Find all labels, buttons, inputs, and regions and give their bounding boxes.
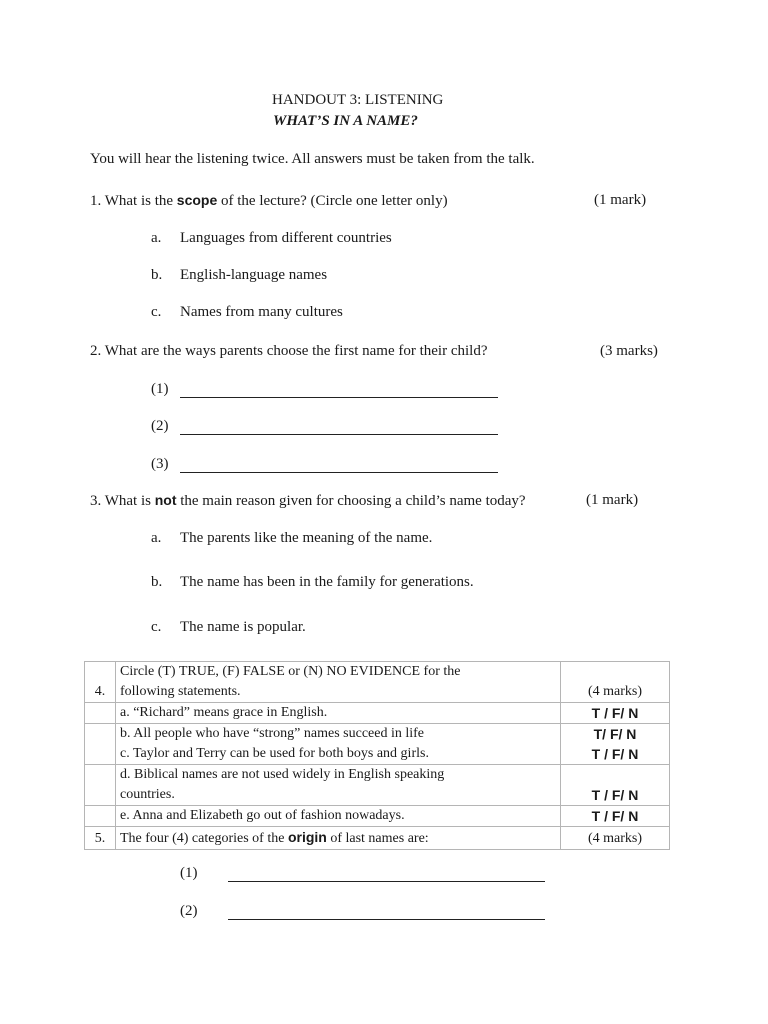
table-row (85, 827, 670, 850)
statement-c-answer[interactable]: T / F/ N (591, 746, 639, 762)
statement-e-answer[interactable]: T / F/ N (561, 806, 670, 827)
question-3-prefix: 3. What is (90, 493, 151, 509)
statement-c: c. Taylor and Terry can be used for both boys and girls. (120, 746, 429, 761)
question-2: 2. What are the ways parents choose the first name for their child? (90, 343, 488, 359)
question-5-number: 5. (85, 827, 116, 850)
true-false-table (84, 661, 670, 850)
question-3-keyword: not (154, 492, 177, 508)
question-1-prefix: 1. What is the (90, 193, 174, 209)
question-1 (90, 192, 448, 210)
q1-option-b-text: English-language names (180, 267, 328, 283)
question-5-prefix: The four (4) categories of the (120, 831, 285, 846)
table-row (85, 724, 670, 765)
intro-text: You will hear the listening twice. All answers must be taken from the talk. (90, 151, 535, 167)
q1-option-c-text: Names from many cultures (180, 304, 343, 320)
statement-b: b. All people who have “strong” names succeed in life (120, 726, 425, 741)
q2-blank-1-label: (1) (151, 381, 169, 397)
statement-d-line-2: countries. (120, 787, 175, 802)
question-5-marks: (4 marks) (561, 827, 670, 850)
table-row (85, 662, 670, 703)
statement-a-answer[interactable]: T / F/ N (561, 703, 670, 724)
question-2-marks: (3 marks) (600, 343, 658, 359)
q3-option-b-letter: b. (151, 574, 163, 590)
q5-blank-2-line[interactable] (228, 919, 545, 920)
question-4-instruction-line-2: following statements. (120, 684, 241, 699)
statement-a: a. “Richard” means grace in English. (116, 703, 561, 724)
handout-subtitle: WHAT’S IN A NAME? (273, 113, 418, 129)
question-4-marks: (4 marks) (561, 662, 670, 703)
table-row (85, 703, 670, 724)
question-1-keyword: scope (176, 192, 218, 208)
q1-option-a-letter: a. (151, 230, 162, 246)
question-4-instruction (116, 662, 561, 703)
statement-d-line-1: d. Biblical names are not used widely in English speaking (120, 767, 445, 782)
q3-option-c-text: The name is popular. (180, 619, 306, 635)
q1-option-b-letter: b. (151, 267, 163, 283)
q1-option-c-letter: c. (151, 304, 162, 320)
q3-option-a-text: The parents like the meaning of the name. (180, 530, 433, 546)
question-1-suffix: of the lecture? (Circle one letter only) (221, 193, 448, 209)
question-3-marks: (1 mark) (586, 492, 639, 508)
statement-e: e. Anna and Elizabeth go out of fashion nowadays. (116, 806, 561, 827)
q2-blank-2-label: (2) (151, 418, 169, 434)
handout-title: HANDOUT 3: LISTENING (272, 92, 444, 108)
q3-option-b-text: The name has been in the family for generations. (180, 574, 474, 590)
question-4-instruction-line-1: Circle (T) TRUE, (F) FALSE or (N) NO EVIDENCE for the (120, 664, 461, 679)
statement-d-answer[interactable]: T / F/ N (561, 765, 670, 806)
q5-blank-1-label: (1) (180, 865, 198, 881)
question-4-number: 4. (85, 662, 116, 703)
question-5-keyword: origin (287, 829, 327, 845)
table-row (85, 806, 670, 827)
question-5-suffix: of last names are: (330, 831, 429, 846)
q2-blank-3-line[interactable] (180, 472, 498, 473)
question-5-text (116, 827, 561, 850)
q3-option-c-letter: c. (151, 619, 162, 635)
q2-blank-1-line[interactable] (180, 397, 498, 398)
q2-blank-2-line[interactable] (180, 434, 498, 435)
q2-blank-3-label: (3) (151, 456, 169, 472)
question-3-suffix: the main reason given for choosing a child’s name today? (180, 493, 526, 509)
q5-blank-2-label: (2) (180, 903, 198, 919)
q3-option-a-letter: a. (151, 530, 162, 546)
question-1-marks: (1 mark) (594, 192, 647, 208)
table-row (85, 765, 670, 806)
statement-b-answer[interactable]: T/ F/ N (593, 726, 637, 742)
q5-blank-1-line[interactable] (228, 881, 545, 882)
question-3 (90, 492, 526, 510)
q1-option-a-text: Languages from different countries (180, 230, 392, 246)
statement-d (116, 765, 561, 806)
